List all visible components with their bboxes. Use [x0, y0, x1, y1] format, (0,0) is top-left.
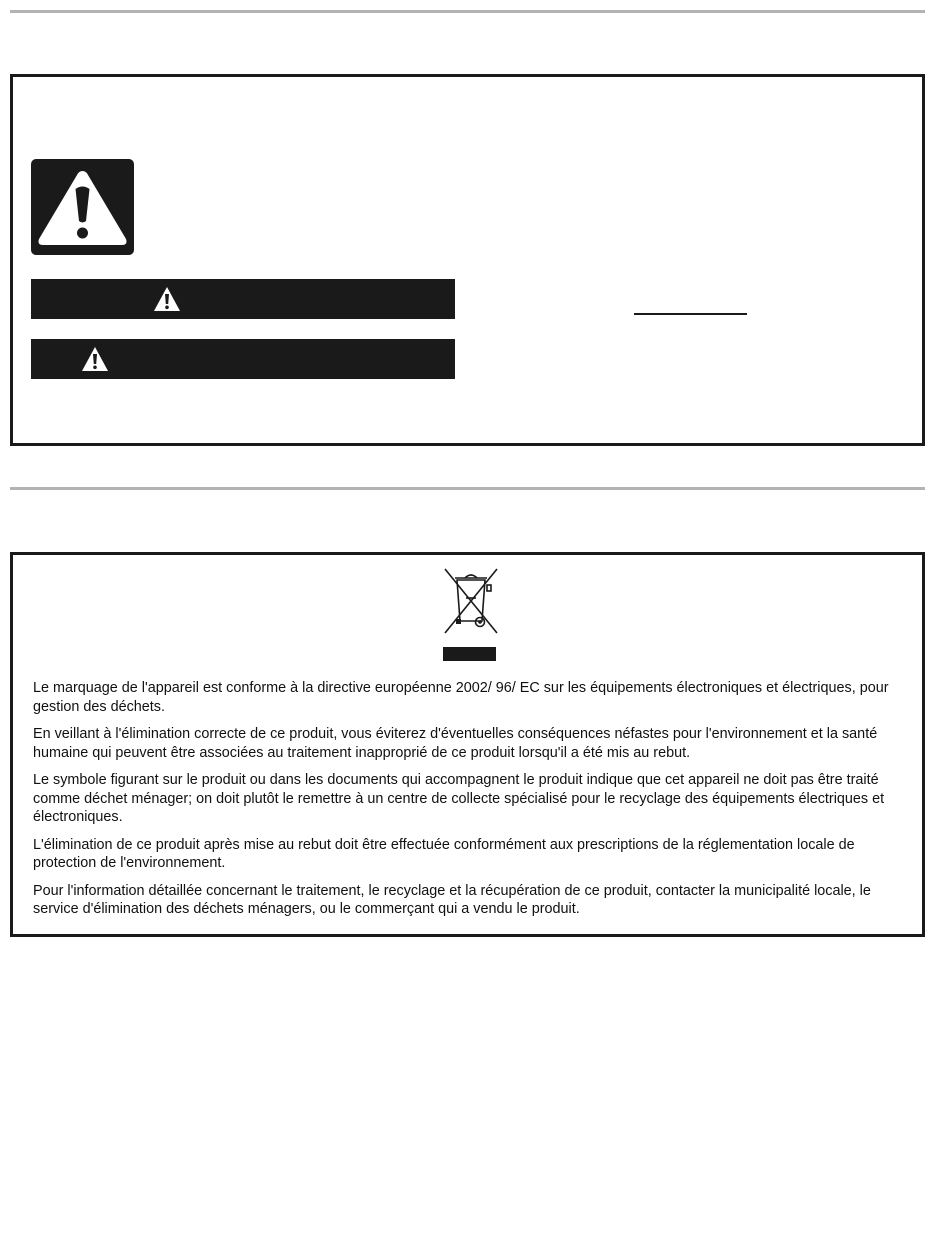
- underline-rule: [634, 313, 747, 315]
- paragraph: Pour l'information détaillée concernant le traitement, le recyclage et la récupération de ce produit, contacter la municipalité locale, le service d'élimination des déchets ménagers, ou le commerçant qui a vendu le produit.: [33, 882, 871, 917]
- warning-triangle-icon: [153, 286, 181, 312]
- paragraph: Le marquage de l'appareil est conforme à la directive européenne 2002/ 96/ EC sur les équipements électroniques et électriques, pour gestion des déchets.: [33, 680, 889, 715]
- crossed-out-wheelie-bin-icon: [443, 567, 499, 635]
- top-divider: [10, 10, 925, 13]
- disposal-text: [33, 679, 913, 928]
- paragraph: L'élimination de ce produit après mise au rebut doit être effectuée conformément aux prescriptions de la réglementation locale de protection de l'environnement.: [33, 836, 855, 871]
- paragraph: En veillant à l'élimination correcte de ce produit, vous éviterez d'éventuelles conséquences néfastes pour l'environnement et la santé humaine qui peuvent être associées au traitement inapproprié de ce produit lorsqu'il a été mis au rebut.: [33, 726, 878, 761]
- paragraph: Le symbole figurant sur le produit ou dans les documents qui accompagnent le produit indique que cet appareil ne doit pas être traité comme déchet ménager; on doit plutôt le remettre à un centre de collecte spécialisé pour le recyclage des équipements électriques et électroniques.: [33, 772, 885, 825]
- disposal-box: [10, 552, 925, 937]
- warning-signal-bar: [31, 339, 455, 379]
- warning-triangle-icon: [81, 346, 109, 372]
- safety-box: [10, 74, 925, 446]
- weee-marking-bar: [443, 647, 496, 661]
- danger-signal-bar: [31, 279, 455, 319]
- safety-alert-icon: [31, 159, 134, 255]
- section-divider: [10, 487, 925, 490]
